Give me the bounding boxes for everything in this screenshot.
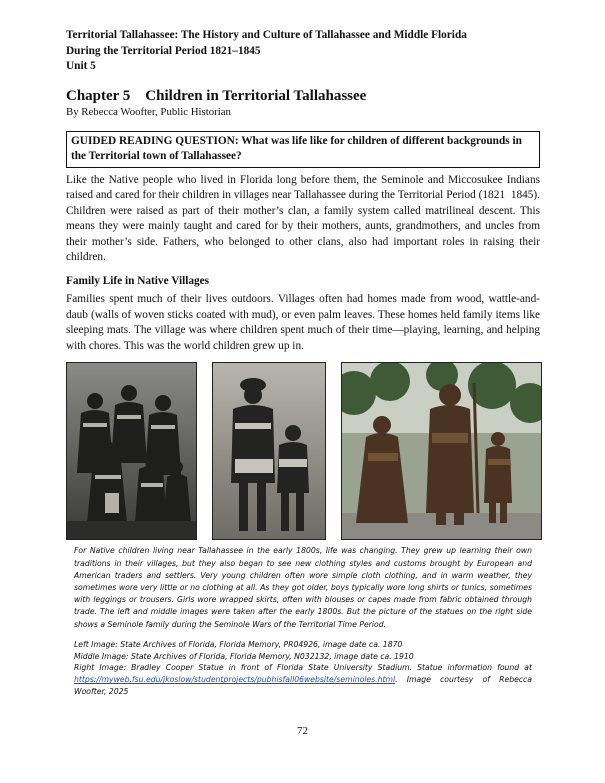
- paragraph-village-life: Families spent much of their lives outdoors. Villages often had homes made from wood, wattle-and-daub (walls of woven sticks coated with mud), or even palm leaves. These homes held family items like sleeping mats. The village was where children spent much of their time—playing, learning, and helping with chores. This was the world children grew up in.: [66, 293, 540, 352]
- image-caption: For Native children living near Tallahassee in the early 1800s, life was changing. They grew up learning their own traditions in their villages, but they also began to see new clothing styles and customs brought by European and American traders and settlers. Very young children often wore simple cloth clothing, and in warm weather, they sometimes wore very little or no clothing at all. As they got older, boys typically wore long shirts or tunics, sometimes with leggings or trousers. Girls wore wrapped skirts, often with blouses or capes made from fabric obtained through trade. The left and middle images were taken after the early 1800s. But the picture of the statues on the right side shows a Seminole family during the Seminole Wars of the Territorial Time Period.: [74, 546, 532, 629]
- left-photo-seminole-family: [66, 362, 197, 540]
- chapter-title: Chapter 5 Children in Territorial Tallahassee: [66, 87, 367, 104]
- credit-right-image: [74, 662, 532, 697]
- document-page: [66, 28, 540, 698]
- statue-info-link[interactable]: https://myweb.fsu.edu/jkoslow/studentprojects/pubhisfall06website/seminoles.html: [74, 675, 396, 685]
- page-number: 72: [297, 725, 308, 737]
- credit-left-image: Left Image: State Archives of Florida, Florida Memory, PR04926, image date ca. 1870: [74, 639, 403, 649]
- paragraph-native-children: Like the Native people who lived in Florida long before them, the Seminole and Miccosukee Indians raised and cared for their children in villages near Tallahassee during the Territorial Period (1821 1845). Children were raised as part of their mother’s clan, a family system called matrilineal descent. This means they were mainly taught and cared for by their mothers, aunts, grandmothers, and uncles from their mother’s side. Fathers, who belonged to other clans, also had important roles in raising their children.: [66, 173, 540, 264]
- credit-middle-image: Middle Image: State Archives of Florida, Florida Memory, N032132, image date ca. 1910: [74, 651, 414, 661]
- unit-header-line3: Unit 5: [66, 60, 96, 72]
- guided-reading-question: GUIDED READING QUESTION: What was life like for children of different backgrounds in the Territorial town of Tallahassee?: [66, 131, 540, 168]
- image-credits: [74, 639, 532, 698]
- unit-header-line1: Territorial Tallahassee: The History and Culture of Tallahassee and Middle Florida: [66, 29, 467, 41]
- unit-header-line2: During the Territorial Period 1821–1845: [66, 44, 261, 57]
- byline: By Rebecca Woofter, Public Historian: [66, 105, 231, 118]
- photo-row: [66, 362, 540, 538]
- credit-right-suffix: . Image courtesy of Rebecca Woofter, 2025: [74, 675, 532, 697]
- middle-photo-seminole-man-and-boy: [212, 362, 326, 540]
- section-heading: Family Life in Native Villages: [66, 275, 210, 288]
- credit-right-prefix: Right Image: Bradley Cooper Statue in front of Florida State University Stadium. Statue information found at: [74, 663, 532, 673]
- right-photo-seminole-family-statue: [341, 362, 542, 540]
